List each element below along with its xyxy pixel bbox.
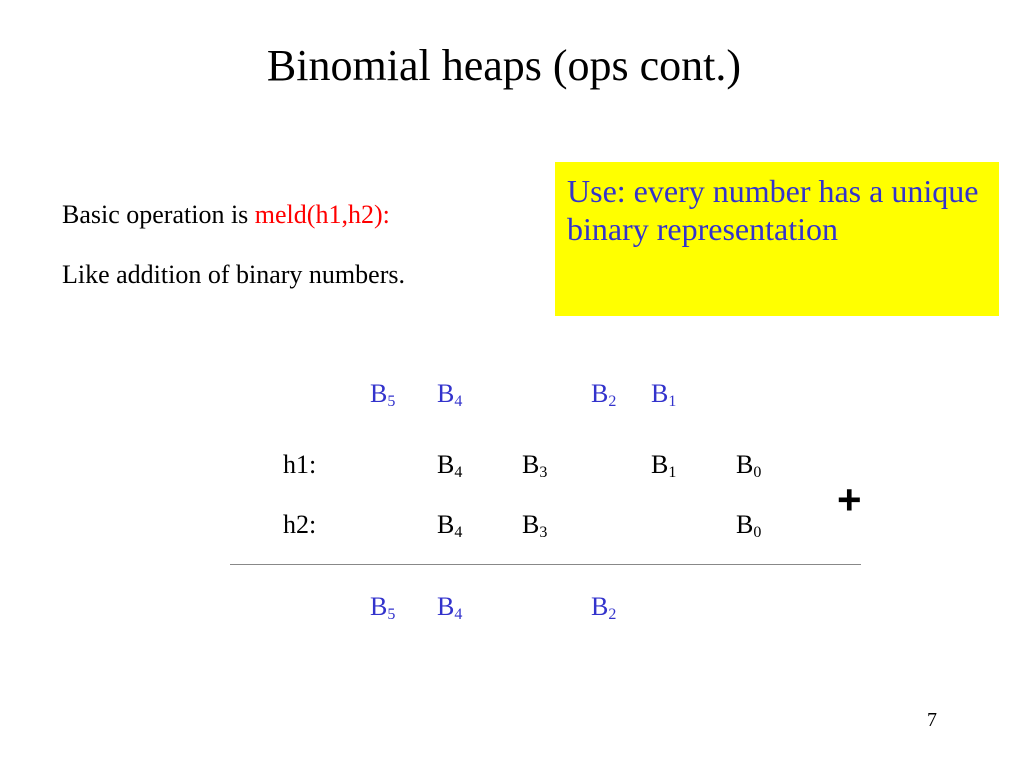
h1-term xyxy=(651,450,676,480)
h1-label: h1: xyxy=(283,450,317,479)
term-subscript: 2 xyxy=(608,393,617,410)
term-subscript: 4 xyxy=(454,606,463,623)
term-subscript: 3 xyxy=(539,524,548,541)
carry-term xyxy=(437,379,462,409)
term-base: B xyxy=(437,592,455,621)
term-subscript: 4 xyxy=(454,524,463,541)
callout-box xyxy=(555,162,999,316)
term-subscript: 1 xyxy=(668,464,677,481)
term-subscript: 5 xyxy=(387,393,396,410)
term-subscript: 0 xyxy=(753,524,762,541)
carry-term xyxy=(651,379,676,409)
basic-operation-line xyxy=(62,199,390,231)
term-subscript: 3 xyxy=(539,464,548,481)
page-number: 7 xyxy=(927,709,937,731)
term-base: B xyxy=(591,379,609,408)
term-base: B xyxy=(437,379,455,408)
h1-term xyxy=(522,450,547,480)
term-base: B xyxy=(522,510,540,539)
h1-term xyxy=(736,450,761,480)
term-base: B xyxy=(736,510,754,539)
term-base: B xyxy=(437,450,455,479)
result-term xyxy=(591,592,616,622)
term-base: B xyxy=(437,510,455,539)
term-base: B xyxy=(370,379,388,408)
h2-term xyxy=(522,510,547,540)
h2-label: h2: xyxy=(283,510,317,539)
term-base: B xyxy=(591,592,609,621)
h2-term xyxy=(437,510,462,540)
term-base: B xyxy=(736,450,754,479)
carry-term xyxy=(370,379,395,409)
h2-term xyxy=(736,510,761,540)
h1-term xyxy=(437,450,462,480)
term-base: B xyxy=(651,450,669,479)
term-base: B xyxy=(522,450,540,479)
term-subscript: 5 xyxy=(387,606,396,623)
slide-title: Binomial heaps (ops cont.) xyxy=(266,41,742,90)
result-term xyxy=(370,592,395,622)
term-subscript: 4 xyxy=(454,393,463,410)
meld-function-text: meld(h1,h2): xyxy=(254,200,390,229)
basic-operation-text: Basic operation is xyxy=(62,200,255,229)
plus-sign: + xyxy=(837,476,862,523)
callout-text: Use: every number has a unique binary representation xyxy=(567,173,979,247)
term-subscript: 1 xyxy=(668,393,677,410)
term-subscript: 4 xyxy=(454,464,463,481)
term-base: B xyxy=(370,592,388,621)
binary-addition-line: Like addition of binary numbers. xyxy=(62,260,405,289)
sum-divider-line xyxy=(230,564,861,565)
term-base: B xyxy=(651,379,669,408)
term-subscript: 2 xyxy=(608,606,617,623)
term-subscript: 0 xyxy=(753,464,762,481)
result-term xyxy=(437,592,462,622)
carry-term xyxy=(591,379,616,409)
